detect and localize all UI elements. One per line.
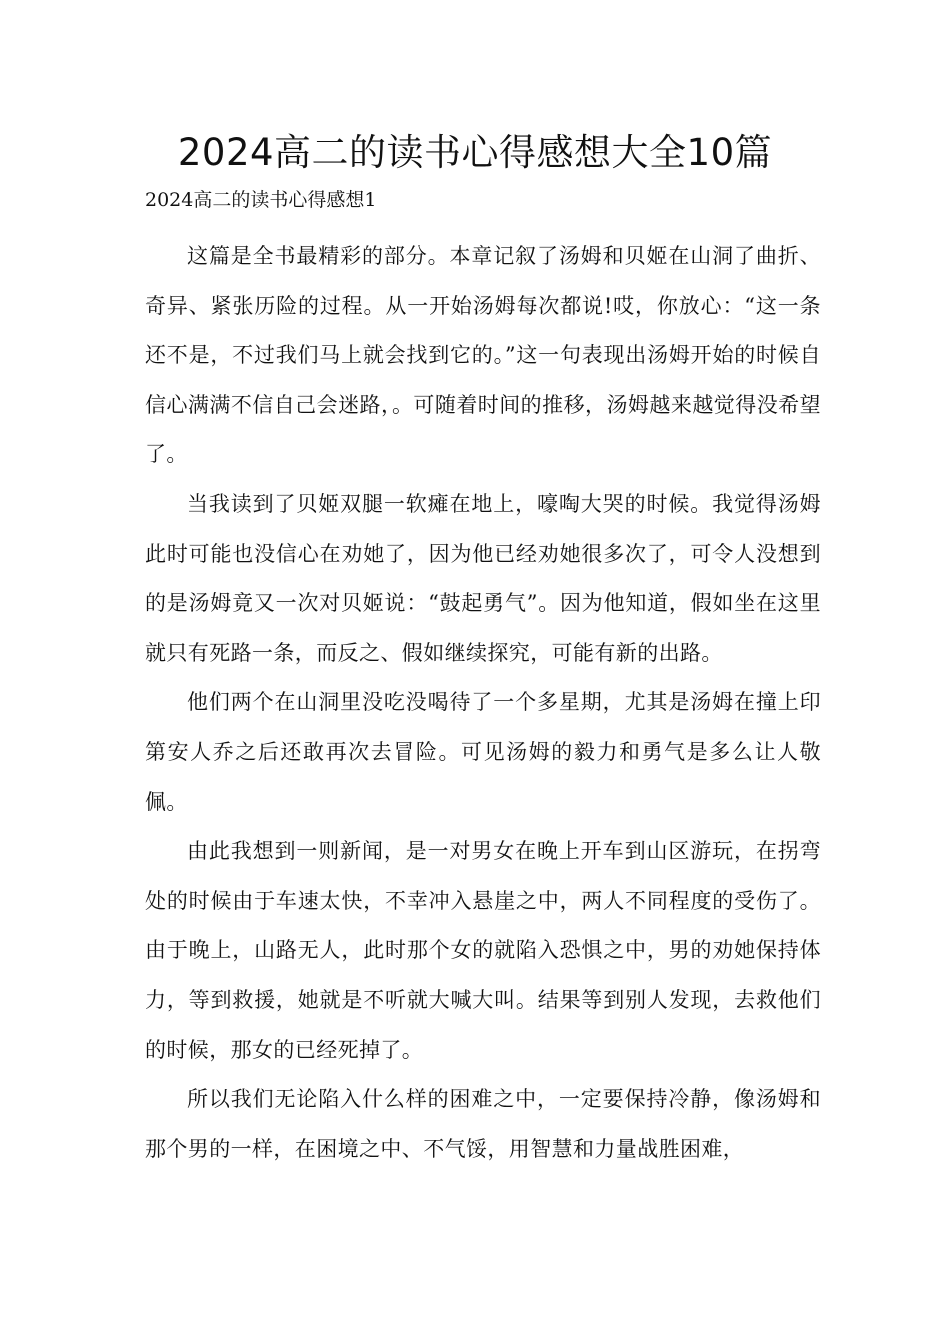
paragraph-1: 这篇是全书最精彩的部分。本章记叙了汤姆和贝姬在山洞了曲折、奇异、紧张历险的过程。从一开始汤姆每次都说!哎，你放心：“这一条还不是，不过我们马上就会找到它的。”这一句表现出汤姆开始的时候自信心满满不信自己会迷路，。可随着时间的推移，汤姆越来越觉得没希望了。	[145, 244, 821, 467]
document-title: 2024高二的读书心得感想大全10篇	[177, 131, 773, 174]
paragraph-4: 由此我想到一则新闻，是一对男女在晚上开车到山区游玩，在拐弯处的时候由于车速太快，不幸冲入悬崖之中，两人不同程度的受伤了。由于晚上，山路无人，此时那个女的就陷入恐惧之中，男的劝她保持体力，等到救援，她就是不听就大喊大叫。结果等到别人发现，去救他们的时候，那女的已经死掉了。	[145, 839, 821, 1062]
paragraph-3: 他们两个在山洞里没吃没喝待了一个多星期，尤其是汤姆在撞上印第安人乔之后还敢再次去冒险。可见汤姆的毅力和勇气是多么让人敬佩。	[145, 690, 821, 814]
paragraph-2: 当我读到了贝姬双腿一软瘫在地上，嚎啕大哭的时候。我觉得汤姆此时可能也没信心在劝她了，因为他已经劝她很多次了，可令人没想到的是汤姆竟又一次对贝姬说：“鼓起勇气”。因为他知道，假如坐在这里就只有死路一条，而反之、假如继续探究，可能有新的出路。	[145, 491, 821, 665]
section-heading: 2024高二的读书心得感想1	[145, 189, 377, 211]
paragraph-5: 所以我们无论陷入什么样的困难之中，一定要保持冷静，像汤姆和那个男的一样，在困境之中、不气馁，用智慧和力量战胜困难，	[145, 1087, 821, 1161]
document-body	[145, 232, 821, 1174]
